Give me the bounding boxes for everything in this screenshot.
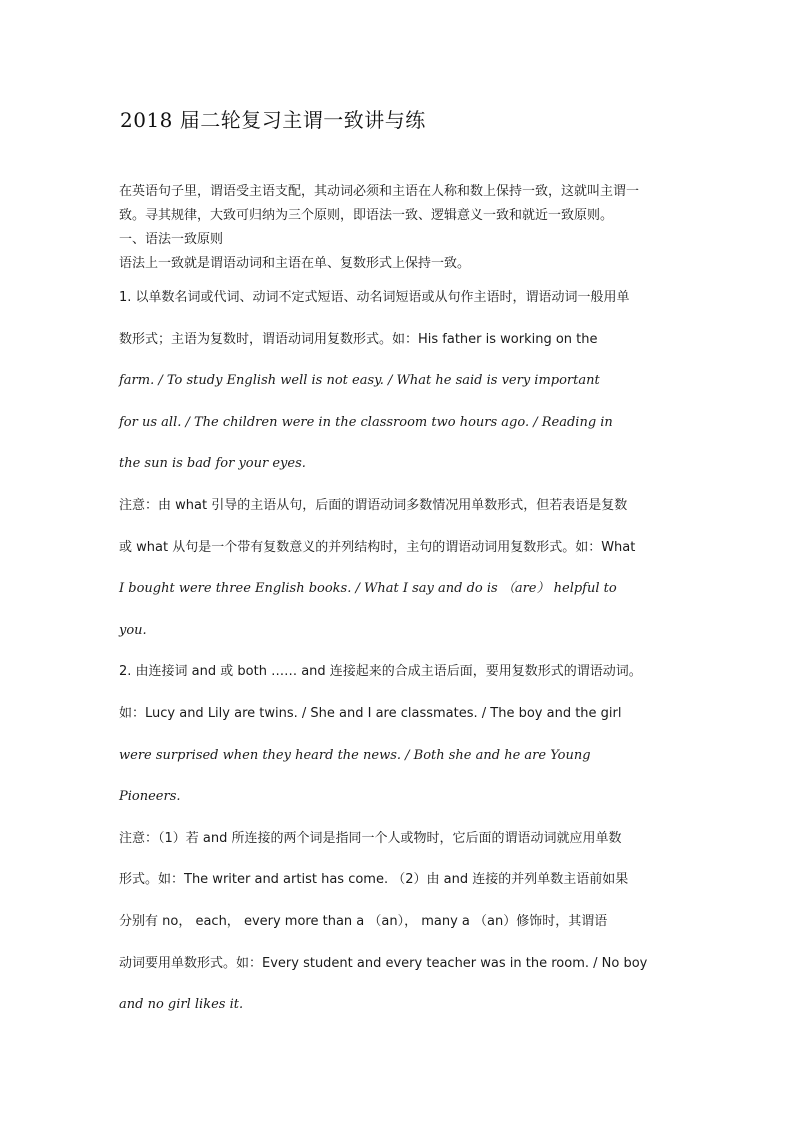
- note-line: 形式。如：The writer and artist has come. （2）由 and 连接的并列单数主语前如果: [119, 872, 629, 888]
- example-line: I bought were three English books. / What I say and do is （are） helpful to: [119, 581, 617, 597]
- note-line: 注意：（1）若 and 所连接的两个词是指同一个人或物时，它后面的谓语动词就应用单数: [119, 830, 622, 846]
- intro-line: 语法上一致就是谓语动词和主语在单、复数形式上保持一致。: [119, 256, 471, 271]
- intro-section: [119, 180, 689, 276]
- body-line: 数形式；主语为复数时，谓语动词用复数形式。如：His father is working on the: [119, 331, 598, 347]
- intro-line: 在英语句子里，谓语受主语支配，其动词必须和主语在人称和数上保持一致，这就叫主谓一: [119, 184, 640, 199]
- section-heading: 一、语法一致原则: [119, 232, 224, 247]
- note-line: 注意：由 what 引导的主语从句，后面的谓语动词多数情况用单数形式，但若表语是复数: [119, 497, 628, 513]
- body-line: 2. 由连接词 and 或 both …… and 连接起来的合成主语后面，要用复数形式的谓语动词。: [119, 664, 642, 680]
- page-title: 2018 届二轮复习主谓一致讲与练: [120, 108, 426, 132]
- note-line: 动词要用单数形式。如：Every student and every teacher was in the room. / No boy: [119, 955, 648, 971]
- body-text: [119, 288, 709, 1037]
- body-line: 1. 以单数名词或代词、动词不定式短语、动名词短语或从句作主语时，谓语动词一般用单: [119, 290, 630, 305]
- note-line: 或 what 从句是一个带有复数意义的并列结构时，主句的谓语动词用复数形式。如：What: [119, 539, 636, 555]
- example-line: you.: [119, 622, 147, 638]
- note-line: 分别有 no， each， every more than a （an）， many a （an）修饰时，其谓语: [119, 913, 608, 929]
- example-line: 如：Lucy and Lily are twins. / She and I are classmates. / The boy and the girl: [119, 705, 622, 721]
- example-line: were surprised when they heard the news. / Both she and he are Young: [119, 747, 591, 763]
- example-line: farm. / To study English well is not easy. / What he said is very important: [119, 373, 600, 389]
- example-line: and no girl likes it.: [119, 997, 244, 1013]
- example-line: for us all. / The children were in the classroom two hours ago. / Reading in: [119, 414, 613, 430]
- example-line: the sun is bad for your eyes.: [119, 456, 306, 472]
- intro-line: 致。寻其规律，大致可归纳为三个原则，即语法一致、逻辑意义一致和就近一致原则。: [119, 208, 614, 223]
- example-line: Pioneers.: [119, 789, 181, 805]
